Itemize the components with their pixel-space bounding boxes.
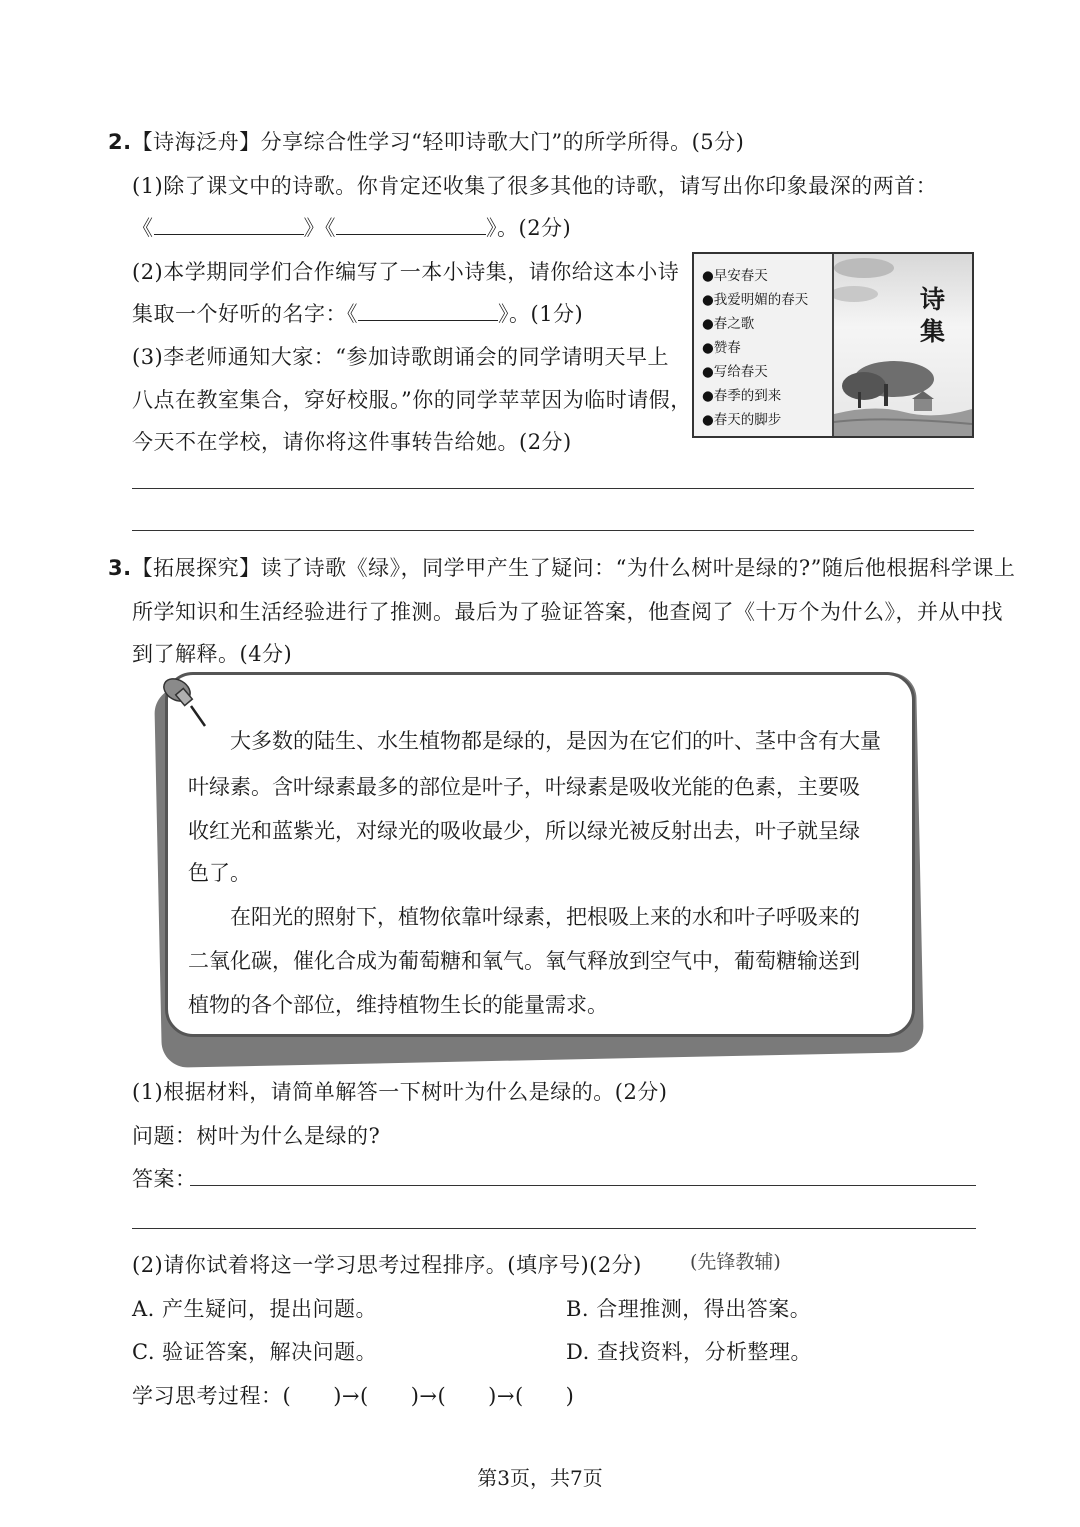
- q2-bracket-mid: 》《: [303, 216, 336, 240]
- q3-answer-label: 答案：: [132, 1167, 197, 1191]
- card-line: 收红光和蓝紫光，对绿光的吸收最少，所以绿光被反射出去，叶子就呈绿: [188, 819, 860, 843]
- q3-title-text: 【拓展探究】读了诗歌《绿》，同学甲产生了疑问：“为什么树叶是绿的?”随后他根据科学课上: [131, 556, 1016, 580]
- q2-bracket-close: 》。(2分): [486, 216, 572, 240]
- pushpin-icon: [155, 672, 215, 732]
- process-close: ): [565, 1384, 575, 1408]
- card-line: 色了。: [188, 861, 251, 885]
- poem-title-item: ●赞春: [702, 340, 741, 356]
- option-a: A. 产生疑问，提出问题。: [132, 1297, 378, 1321]
- q2-answer-line-2[interactable]: [132, 530, 974, 531]
- page-footer: 第3页，共7页: [477, 1466, 603, 1490]
- explanation-card: [165, 672, 915, 1037]
- q3-question-line: 问题：树叶为什么是绿的?: [132, 1124, 381, 1148]
- q3-sub1: (1)根据材料，请简单解答一下树叶为什么是绿的。(2分): [132, 1080, 668, 1104]
- process-label: 学习思考过程：(: [132, 1384, 292, 1408]
- card-line: 大多数的陆生、水生植物都是绿的，是因为在它们的叶、茎中含有大量: [188, 729, 881, 753]
- q3-sub2: (2)请你试着将这一学习思考过程排序。(填序号)(2分): [132, 1253, 642, 1277]
- cover-illustration: [834, 254, 972, 436]
- option-d: D. 查找资料，分析整理。: [566, 1340, 812, 1364]
- card-line: 植物的各个部位，维持植物生长的能量需求。: [188, 993, 608, 1017]
- q3-title-line1: [108, 552, 1015, 582]
- watermark-text: (先锋教辅): [690, 1251, 781, 1273]
- process-arrow: )→(: [333, 1384, 369, 1408]
- q2-part2-line2: [132, 298, 583, 328]
- poem-blank-2[interactable]: [336, 216, 486, 235]
- poem-title-item: ●春天的脚步: [702, 412, 782, 428]
- q2-part1-blanks: [132, 212, 571, 242]
- cover-title-char-2: 集: [920, 317, 946, 346]
- q3-title-line3: 到了解释。(4分): [132, 642, 293, 666]
- q2-title-text: 【诗海泛舟】分享综合性学习“轻叩诗歌大门”的所学所得。(5分): [131, 130, 745, 154]
- collection-name-blank[interactable]: [358, 302, 498, 321]
- poetry-collection-image: [692, 252, 974, 438]
- poem-title-item: ●春季的到来: [702, 388, 782, 404]
- q2-part2-text: 集取一个好听的名字：《: [132, 302, 358, 326]
- q2-part2-score: 》。(1分): [498, 302, 584, 326]
- q2-part3-line1: (3)李老师通知大家：“参加诗歌朗诵会的同学请明天早上: [132, 345, 669, 369]
- poem-title-item: ●我爱明媚的春天: [702, 292, 809, 308]
- q2-part3-line2: 八点在教室集合，穿好校服。”你的同学苹苹因为临时请假，: [132, 388, 692, 412]
- process-arrow: )→(: [410, 1384, 447, 1408]
- q2-number: 2.: [108, 130, 132, 154]
- q3-number: 3.: [108, 556, 132, 580]
- q3-answer-line-1[interactable]: [190, 1185, 976, 1186]
- card-line: 二氧化碳，催化合成为葡萄糖和氧气。氧气释放到空气中，葡萄糖输送到: [188, 949, 860, 973]
- process-sequence: [132, 1380, 574, 1410]
- option-b: B. 合理推测，得出答案。: [566, 1297, 812, 1321]
- poem-title-item: ●写给春天: [702, 364, 768, 380]
- q2-part2-line1: (2)本学期同学们合作编写了一本小诗集，请你给这本小诗: [132, 260, 680, 284]
- poem-blank-1[interactable]: [154, 216, 304, 235]
- poetry-cover: [834, 254, 972, 436]
- q3-answer-line-2[interactable]: [132, 1228, 976, 1229]
- poem-title-item: ●早安春天: [702, 268, 768, 284]
- card-line: 叶绿素。含叶绿素最多的部位是叶子，叶绿素是吸收光能的色素，主要吸: [188, 775, 860, 799]
- q2-part1-line1: (1)除了课文中的诗歌。你肯定还收集了很多其他的诗歌，请写出你印象最深的两首：: [132, 174, 938, 198]
- option-c: C. 验证答案，解决问题。: [132, 1340, 378, 1364]
- card-line: 在阳光的照射下，植物依靠叶绿素，把根吸上来的水和叶子呼吸来的: [188, 905, 860, 929]
- q2-part3-line3: 今天不在学校，请你将这件事转告给她。(2分): [132, 430, 572, 454]
- q2-bracket-open: 《: [132, 216, 154, 240]
- q2-answer-line-1[interactable]: [132, 488, 974, 489]
- q3-title-line2: 所学知识和生活经验进行了推测。最后为了验证答案，他查阅了《十万个为什么》，并从中找: [132, 600, 1003, 624]
- poem-title-list: [694, 254, 834, 436]
- poem-title-item: ●春之歌: [702, 316, 755, 332]
- process-arrow: )→(: [488, 1384, 524, 1408]
- q2-title: [108, 126, 744, 156]
- cover-title-char-1: 诗: [920, 285, 946, 314]
